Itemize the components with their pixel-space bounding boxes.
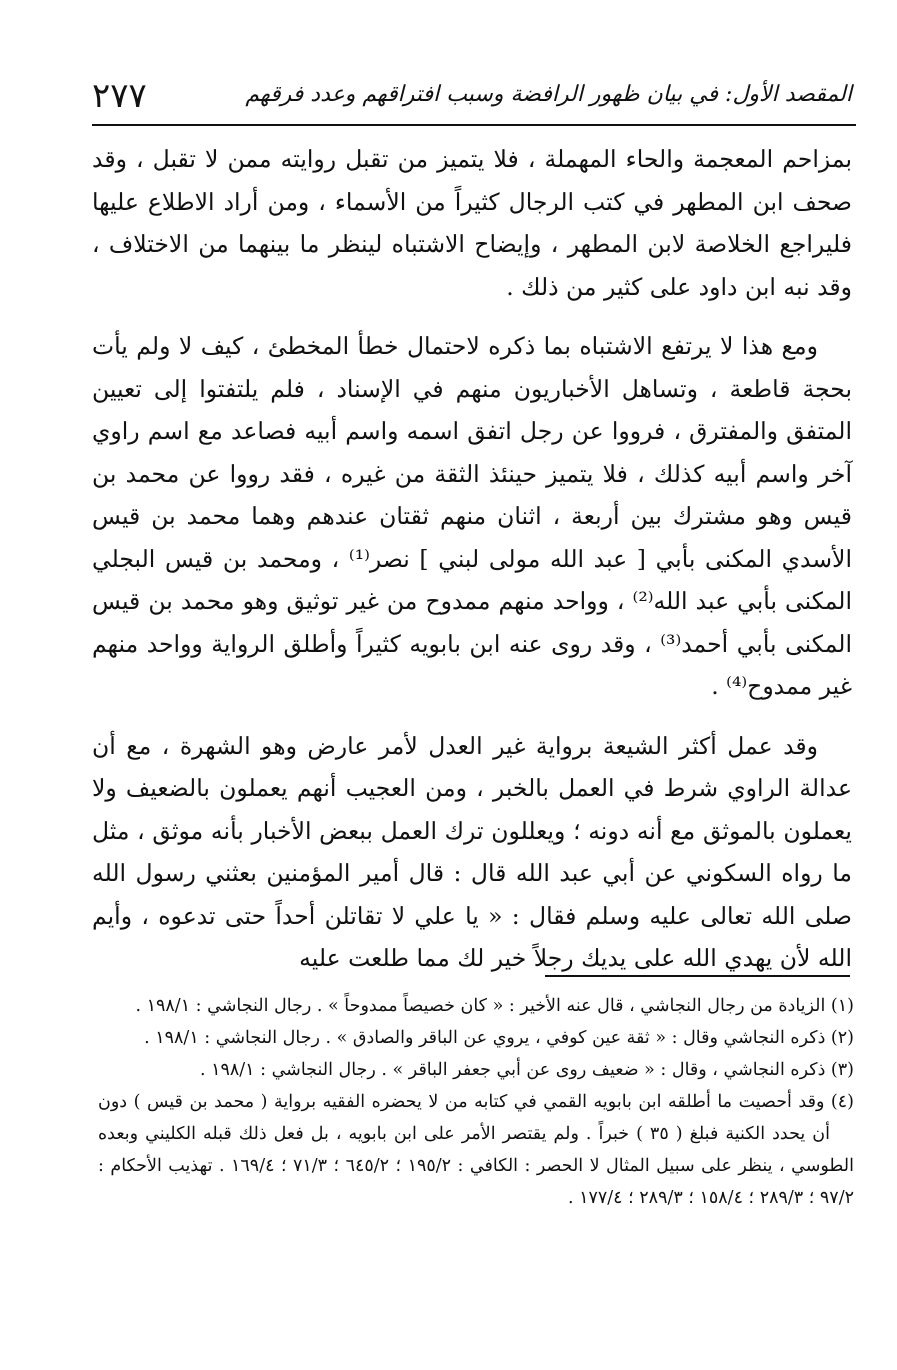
text-line: الخلاصة لابن المطهر ، وإيضاح الاشتباه لينظر ما بينهما من الاختلاف ، وقد نبه ابن داود	[92, 230, 852, 301]
text-line: ومحمد بن قيس البجلي المكنى بأبي عبد الله⁽²⁾ ، وواحد منهم ممدوح من غير توثيق وهو	[92, 544, 852, 615]
page-header	[92, 72, 852, 118]
text-line: منهم ثقتان عندهم وهما محمد بن قيس الأسدي المكنى بأبي [ عبد الله مولى لبني ] نصر⁽¹⁾ ،	[92, 502, 852, 573]
footnote-4-line: تهذيب الأحكام : ٩٧/٢ ؛ ٢٨٩/٣ ؛ ١٥٨/٤ ؛ ٢٨٩/٣ ؛ ١٧٧/٤ .	[98, 1156, 854, 1208]
main-text	[92, 138, 852, 980]
header-rule	[92, 124, 856, 126]
text-line: تقاتلن أحداً حتى تدعوه ، وأيم الله لأن يهدي الله على يديك رجلاً خير لك مما طلعت عليه	[92, 901, 852, 972]
text-line: يتميز حينئذ الثقة من غيره ، فقد رووا عن محمد بن قيس وهو مشترك بين أربعة ، اثنان	[92, 459, 852, 530]
text-line: ابن المطهر في كتب الرجال كثيراً من الأسماء ، ومن أراد الاطلاع عليها فليراجع	[92, 187, 852, 258]
page-number: ٢٧٧	[92, 76, 147, 116]
text-line: مع أنه دونه ؛ ويعللون ترك العمل ببعض الأخبار بأنه موثق ، مثل ما رواه السكوني عن أبي	[92, 816, 852, 887]
footnote-4-line: أن يحدد الكنية فبلغ ( ٣٥ ) خبراً . ولم يقتصر الأمر على ابن بابويه ، بل فعل ذلك قبله الكليني	[145, 1124, 830, 1144]
text-line: بمزاحم المعجمة والحاء المهملة ، فلا يتميز من تقبل روايته ممن لا تقبل ، وقد صحف	[92, 145, 852, 216]
footnote-4-line: وبعده الطوسي ، ينظر على سبيل المثال لا الحصر : الكافي : ١٩٥/٢ ؛ ٦٤٥/٢ ؛ ٧١/٣ ؛ ١٦٩/٤ .	[98, 1124, 854, 1176]
text-line: فرووا عن رجل اتفق اسمه واسم أبيه فصاعد مع اسم راوي آخر واسم أبيه كذلك ، فلا	[92, 417, 852, 488]
text-line: وقد عمل أكثر الشيعة برواية غير العدل لأمر عارض وهو الشهرة ، مع أن عدالة	[92, 731, 852, 802]
footnote-2: (٢) ذكره النجاشي وقال : « ثقة عين كوفي ، يروي عن الباقر والصادق » . رجال النجاشي : ١٩٨/١ .	[144, 1028, 854, 1048]
running-title: المقصد الأول: في بيان ظهور الرافضة وسبب افتراقهم وعدد فرقهم	[245, 82, 852, 107]
footnote-3: (٣) ذكره النجاشي ، وقال : « ضعيف روى عن أبي جعفر الباقر » . رجال النجاشي : ١٩٨/١ .	[199, 1060, 854, 1080]
footnote-1: (١) الزيادة من رجال النجاشي ، قال عنه الأخير : « كان خصيصاً ممدوحاً » . رجال النجاشي : ١٩٨/١ .	[135, 996, 854, 1016]
footnote-separator	[545, 975, 850, 977]
footnotes	[98, 990, 854, 1214]
text-line: عبد الله قال : قال أمير المؤمنين بعثني رسول الله صلى الله تعالى عليه وسلم فقال : « يا علي لا	[92, 859, 853, 930]
text-line: محمد بن قيس المكنى بأبي أحمد⁽³⁾ ، وقد روى عنه ابن بابويه كثيراً وأطلق الرواية وواحد	[92, 587, 853, 658]
text-line: قاطعة ، وتساهل الأخباريون منهم في الإسناد ، فلم يلتفتوا إلى تعيين المتفق والمفترق ،	[92, 374, 852, 445]
footnote-4-line: (٤) وقد أحصيت ما أطلقه ابن بابويه القمي في كتابه من لا يحضره الفقيه برواية ( محمد بن قيس ) دون	[98, 1092, 854, 1112]
footnote-4	[98, 1086, 854, 1214]
text-line: على كثير من ذلك .	[506, 272, 692, 301]
text-line: الراوي شرط في العمل بالخبر ، ومن العجيب أنهم يعملون بالضعيف ولا يعملون بالموثق	[92, 774, 852, 845]
paragraph-1	[92, 138, 852, 308]
text-line: منهم غير ممدوح⁽⁴⁾ .	[92, 629, 852, 700]
paragraph-2	[92, 325, 852, 708]
paragraph-3	[92, 725, 852, 980]
text-line: ومع هذا لا يرتفع الاشتباه بما ذكره لاحتمال خطأ المخطئ ، كيف لا ولم يأت بحجة	[92, 332, 852, 403]
